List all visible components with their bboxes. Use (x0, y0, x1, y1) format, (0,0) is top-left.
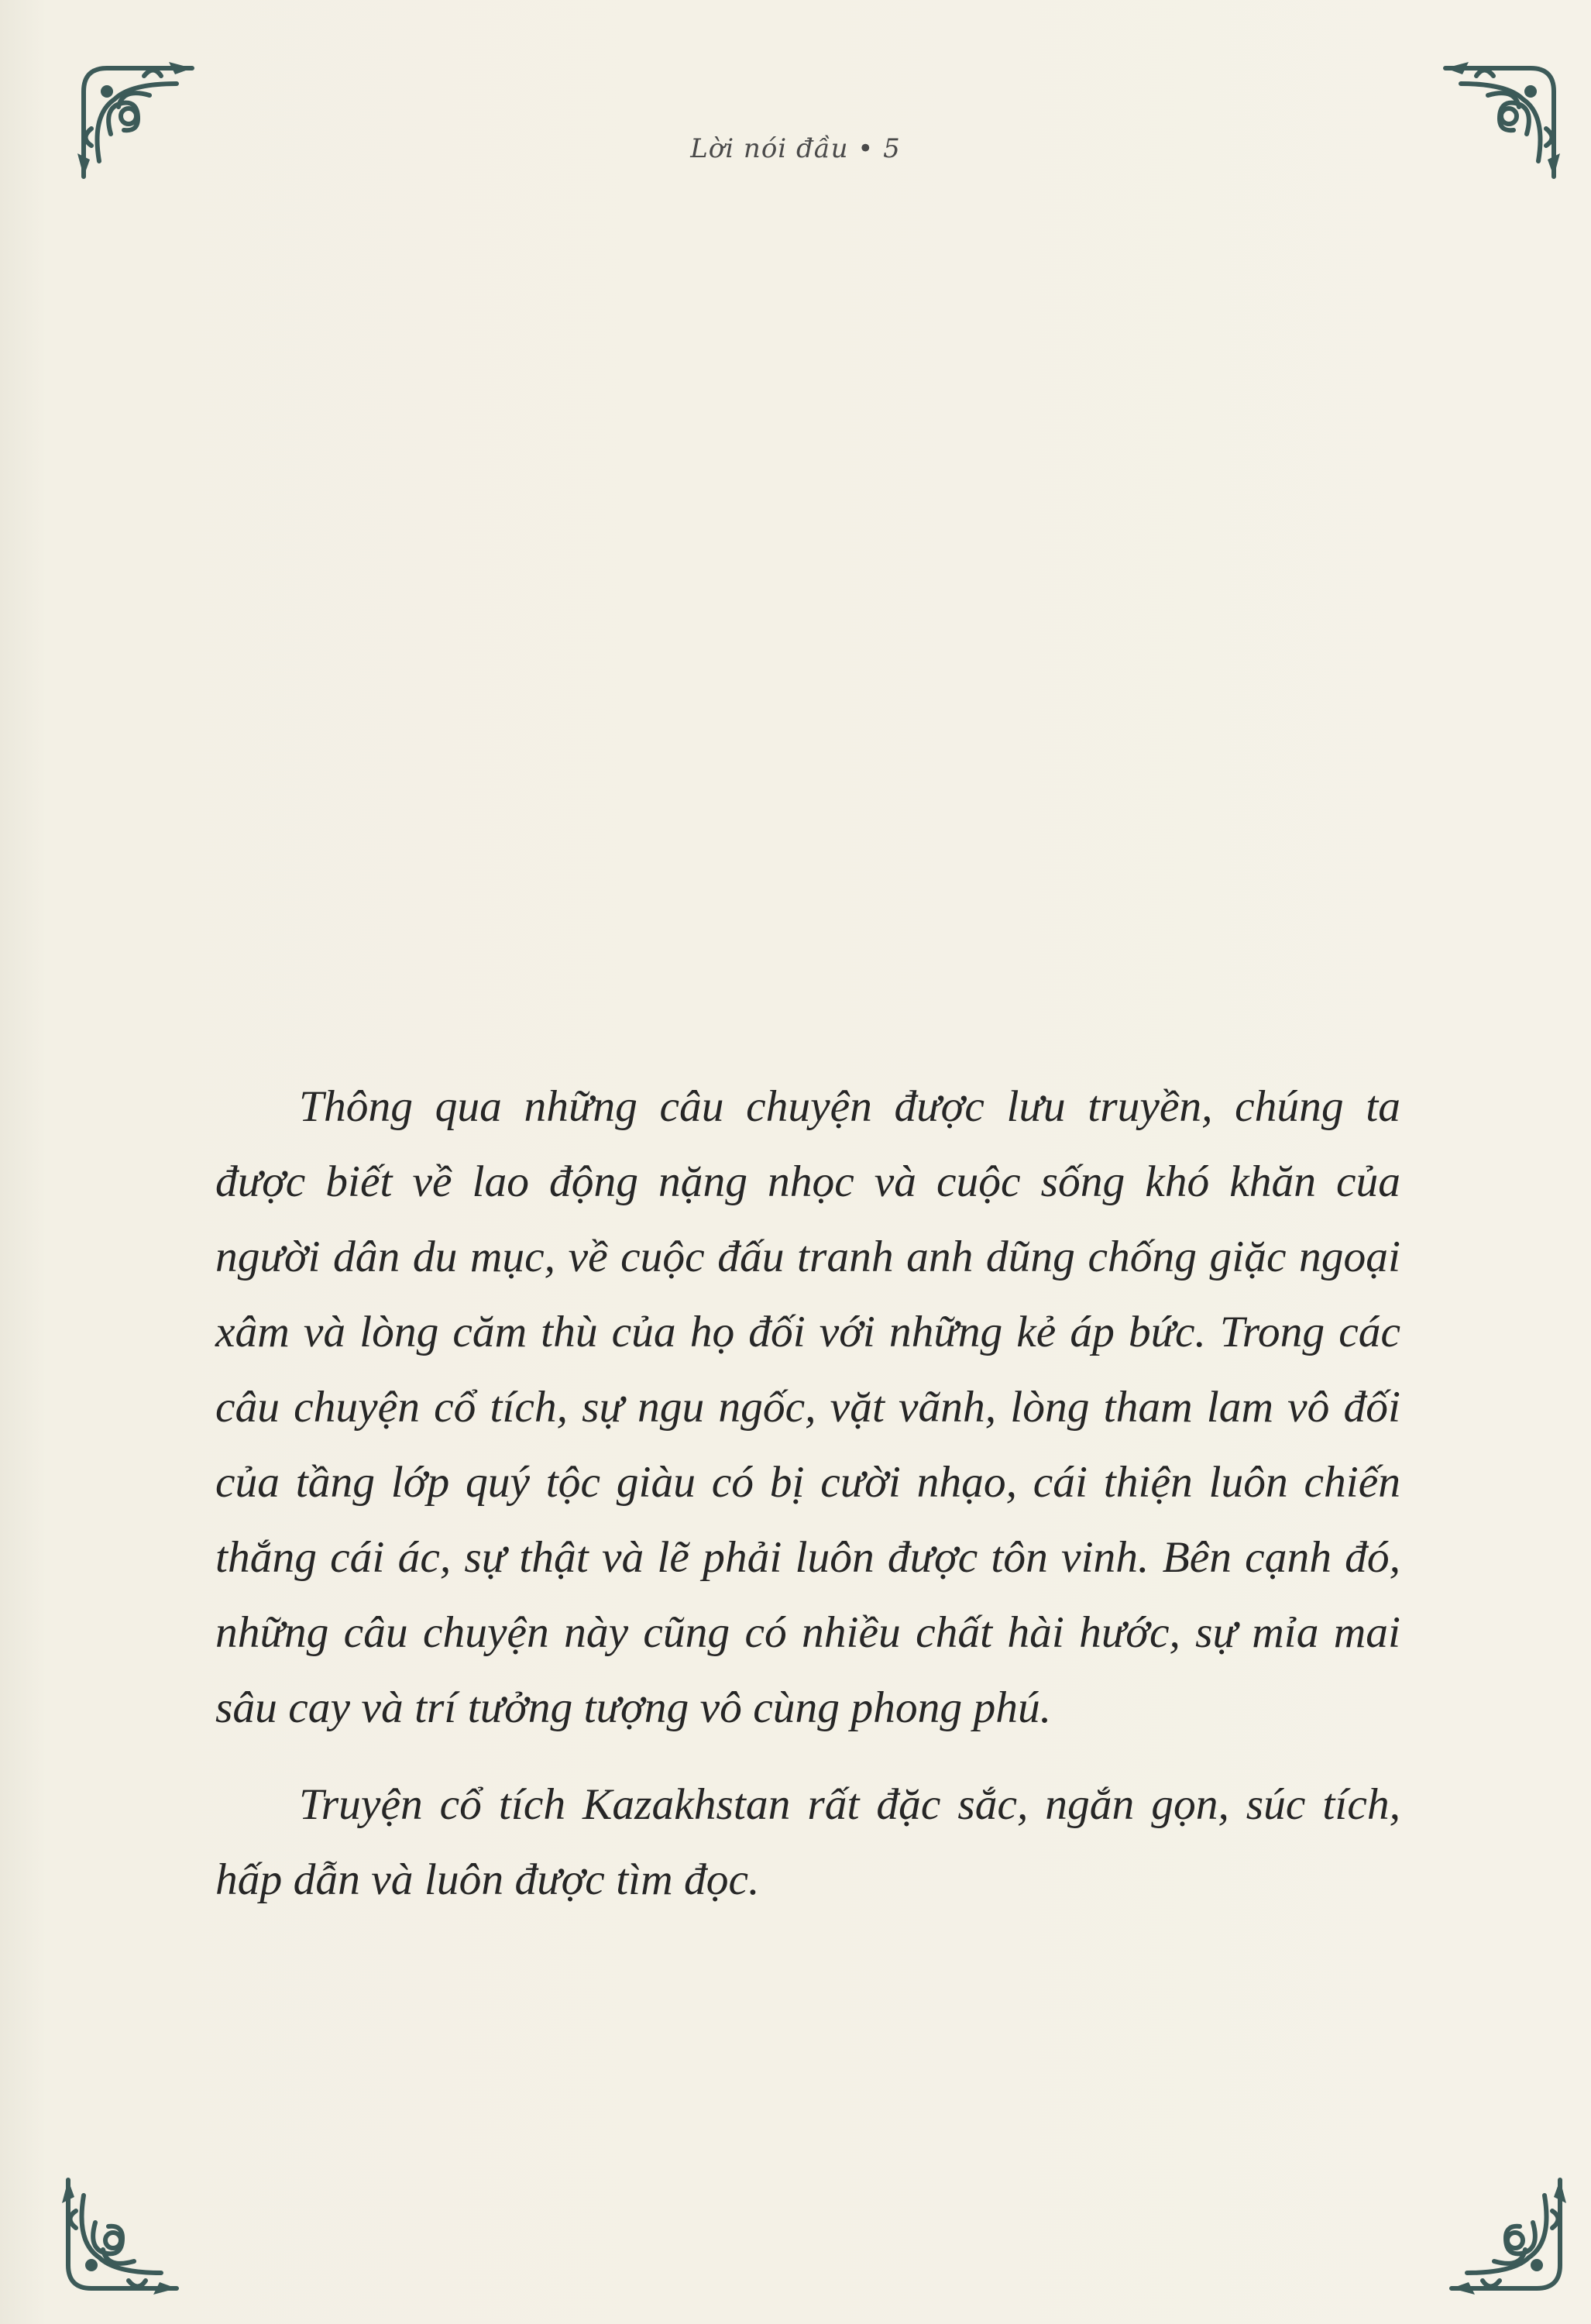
corner-ornament-icon (1444, 2172, 1568, 2296)
running-header: Lời nói đầu • 5 (690, 133, 901, 164)
body-text (215, 1069, 1400, 1917)
corner-ornament-icon (1438, 60, 1562, 184)
paragraph: Thông qua những câu chuyện được lưu truyền, chúng ta được biết về lao động nặng nhọc và cuộc sống khó khăn của người dân du mục, về cuộc đấu tranh anh dũng chống giặc ngoại xâm và lòng căm thù của họ đối với những kẻ áp bức. Trong các câu chuyện cổ tích, sự ngu ngốc, vặt vãnh, lòng tham lam vô đối của tầng lớp quý tộc giàu có bị cười nhạo, cái thiện luôn chiến thắng cái ác, sự thật và lẽ phải luôn được tôn vinh. Bên cạnh đó, những câu chuyện này cũng có nhiều chất hài hước, sự mỉa mai sâu cay và trí tưởng tượng vô cùng phong phú. (215, 1082, 1400, 1732)
paragraph: Truyện cổ tích Kazakhstan rất đặc sắc, ngắn gọn, súc tích, hấp dẫn và luôn được tìm đọc. (215, 1780, 1400, 1904)
corner-ornament-icon (76, 60, 200, 184)
corner-ornament-icon (60, 2172, 184, 2296)
